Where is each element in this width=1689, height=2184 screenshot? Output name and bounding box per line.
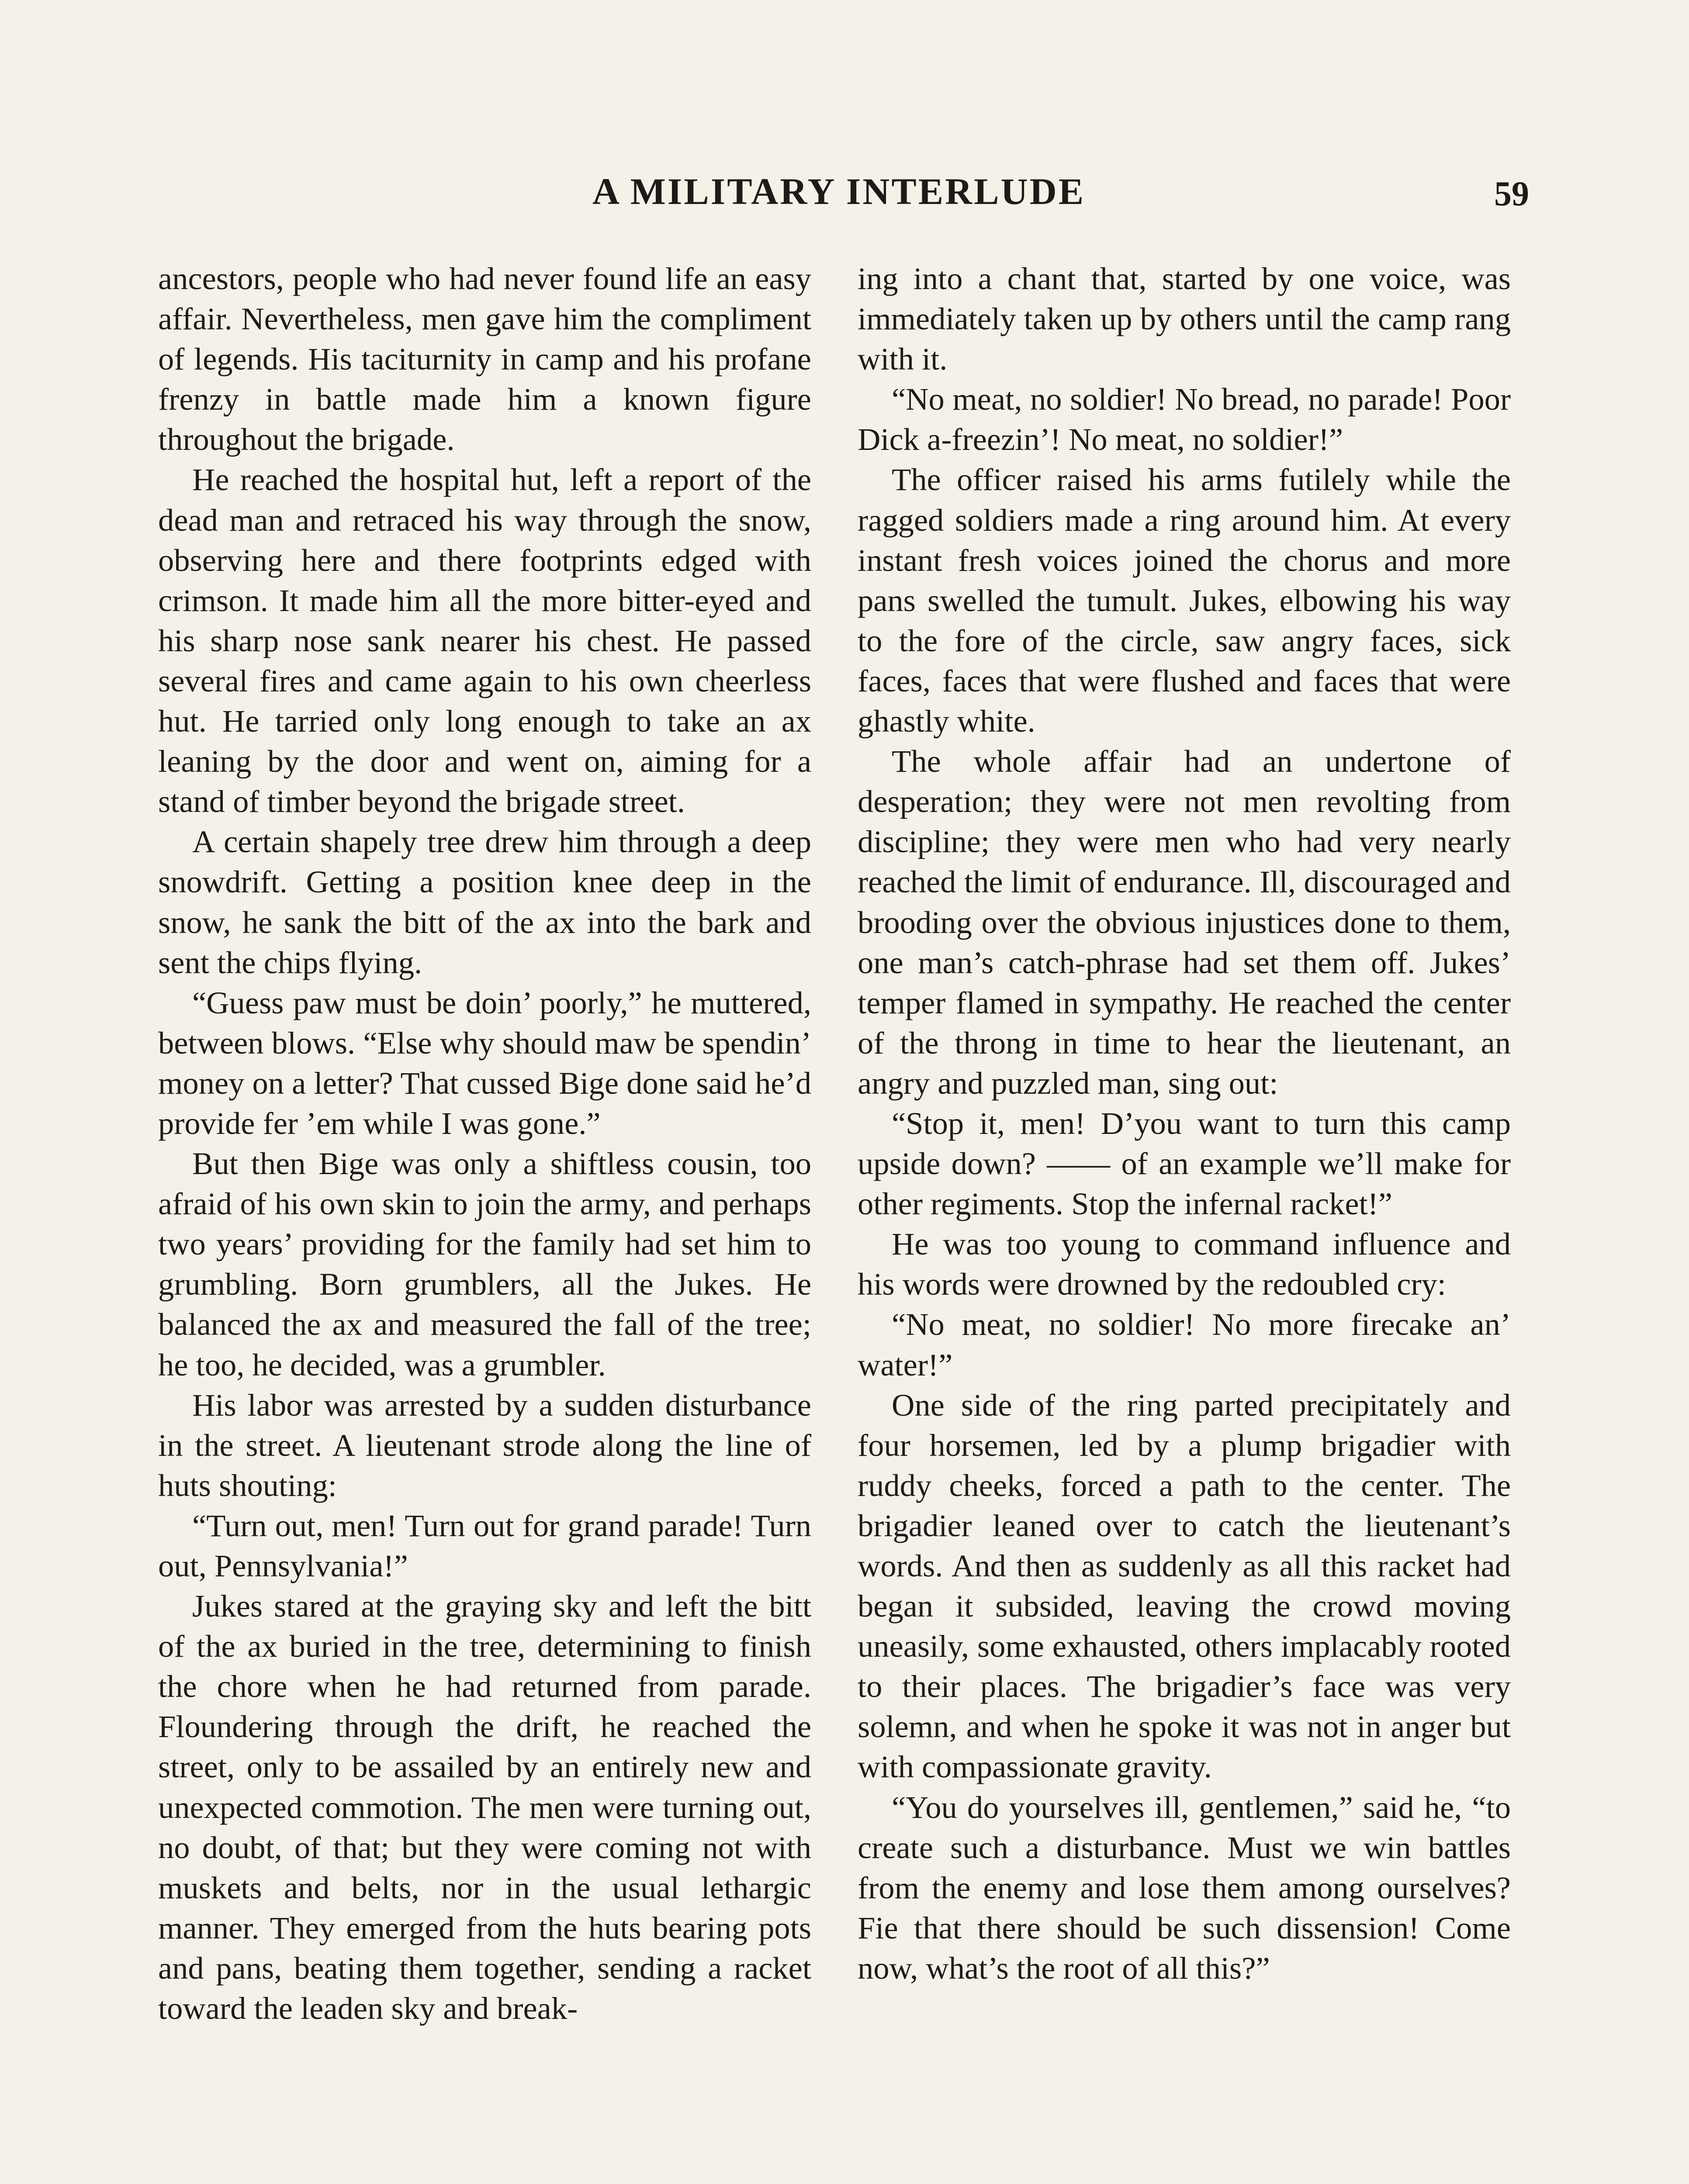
paragraph: A certain shapely tree drew him through a deep snowdrift. Getting a position knee deep in the snow, he sank the bitt of the ax into the bark and sent the chips flying. bbox=[158, 824, 811, 980]
paragraph: ing into a chant that, started by one voice, was immediately taken up by others until the camp rang with it. bbox=[858, 261, 1511, 377]
right-column bbox=[858, 259, 1511, 1988]
paragraph: He reached the hospital hut, left a report of the dead man and retraced his way through the snow, observing here and there footprints edged with crimson. It made him all the more bitter-eyed and his sharp nose sank nearer his chest. He passed several fires and came again to his own cheerless hut. He tarried only long enough to take an ax leaning by the door and went on, aiming for a stand of timber beyond the brigade street. bbox=[158, 462, 811, 819]
page-number: 59 bbox=[1494, 175, 1529, 213]
paragraph: The officer raised his arms futilely while the ragged soldiers made a ring around him. At every instant fresh voices joined the chorus and more pans swelled the tumult. Jukes, elbowing his way to the fore of the circle, saw angry faces, sick faces, faces that were flushed and faces that were ghastly white. bbox=[858, 462, 1511, 739]
paragraph: ancestors, people who had never found life an easy affair. Nevertheless, men gave him the compliment of legends. His taciturnity in camp and his profane frenzy in battle made him a known figure throughout the brigade. bbox=[158, 261, 811, 457]
paragraph: But then Bige was only a shiftless cousin, too afraid of his own skin to join the army, and perhaps two years’ providing for the family had set him to grumbling. Born grumblers, all the Jukes. He balanced the ax and measured the fall of the tree; he too, he decided, was a grumbler. bbox=[158, 1146, 811, 1382]
paragraph: “No meat, no soldier! No bread, no parade! Poor Dick a-freezin’! No meat, no soldier!” bbox=[858, 381, 1511, 457]
paragraph: He was too young to command influence and his words were drowned by the redoubled cry: bbox=[858, 1226, 1511, 1302]
paragraph: “No meat, no soldier! No more firecake an’ water!” bbox=[858, 1306, 1511, 1382]
running-head bbox=[157, 169, 1529, 218]
paragraph: “Guess paw must be doin’ poorly,” he muttered, between blows. “Else why should maw be spendin’ money on a letter? That cussed Bige done said he’d provide fer ’em while I was gone.” bbox=[158, 985, 811, 1141]
left-column bbox=[158, 259, 811, 2028]
paragraph: “Turn out, men! Turn out for grand parade! Turn out, Pennsylvania!” bbox=[158, 1507, 811, 1583]
paragraph: One side of the ring parted precipitately and four horsemen, led by a plump brigadier with ruddy cheeks, forced a path to the center. The brigadier leaned over to catch the lieutenant’s words. And then as suddenly as all this racket had began it subsided, leaving the crowd moving uneasily, some exhausted, others implacably rooted to their places. The brigadier’s face was very solemn, and when he spoke it was not in anger but with compassionate gravity. bbox=[858, 1387, 1511, 1785]
paragraph: “You do yourselves ill, gentlemen,” said he, “to create such a disturbance. Must we win battles from the enemy and lose them among ourselves? Fie that there should be such dissension! Come now, what’s the root of all this?” bbox=[858, 1789, 1511, 1986]
paragraph: The whole affair had an undertone of desperation; they were not men revolting from discipline; they were men who had very nearly reached the limit of endurance. Ill, discouraged and brooding over the obvious injustices done to them, one man’s catch-phrase had set them off. Jukes’ temper flamed in sympathy. He reached the center of the throng in time to hear the lieutenant, an angry and puzzled man, sing out: bbox=[858, 743, 1511, 1101]
paragraph: Jukes stared at the graying sky and left the bitt of the ax buried in the tree, determining to finish the chore when he had returned from parade. Floundering through the drift, he reached the street, only to be assailed by an entirely new and unexpected commotion. The men were turning out, no doubt, of that; but they were coming not with muskets and belts, nor in the usual lethargic manner. They emerged from the huts bearing pots and pans, beating them together, sending a racket toward the leaden sky and break- bbox=[158, 1588, 811, 2026]
paragraph: “Stop it, men! D’you want to turn this camp upside down? —— of an example we’ll make for other regiments. Stop the infernal racket!” bbox=[858, 1105, 1511, 1222]
chapter-title: A MILITARY INTERLUDE bbox=[592, 170, 1086, 212]
paragraph: His labor was arrested by a sudden disturbance in the street. A lieutenant strode along the line of huts shouting: bbox=[158, 1387, 811, 1503]
